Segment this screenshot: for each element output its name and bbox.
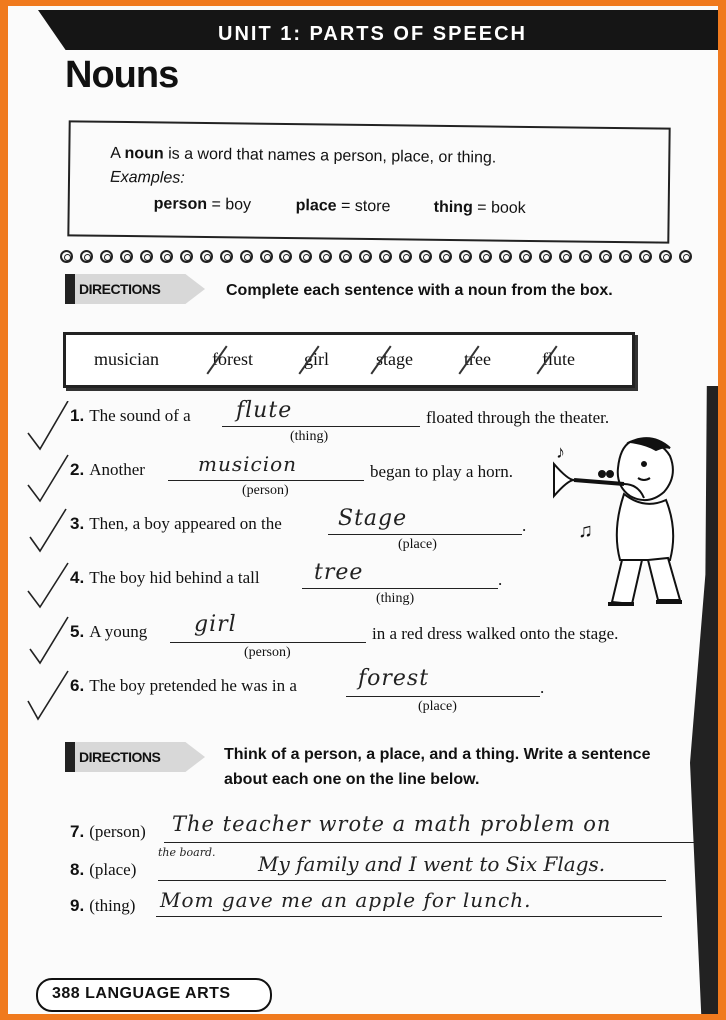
write-line-7[interactable] [164,842,700,843]
hint-4: (thing) [376,591,415,606]
written-overflow-8: the board. [158,846,216,859]
hint-5: (person) [244,645,291,660]
word-stage: stage [376,349,413,370]
sentence-4: 4. The boy hid behind a tall [70,568,260,587]
sentence-5: 5. A young [70,622,148,641]
directions-tag-1: DIRECTIONS [65,274,205,304]
answer-blank-3[interactable] [328,534,522,535]
definition-line [110,145,496,168]
sentence-1-end: floated through the theater. [426,408,610,427]
sentence-1: 1. The sound of a [70,406,191,425]
sentence-2: 2. Another [70,460,145,479]
answer-blank-5[interactable] [170,642,366,643]
example-place: place = store [295,197,391,216]
example-thing: thing = book [433,198,526,217]
definition-text: is a word that names a person, place, or thing. [168,145,497,167]
definition-box [67,120,670,243]
decorative-dot-border [60,250,692,268]
word-tree: tree [464,349,491,370]
written-answer-8: My family and I went to Six Flags. [258,852,606,876]
answer-blank-6[interactable] [346,696,540,697]
word-forest: forest [212,349,253,370]
definition-prefix: A [110,144,121,162]
written-label-7: 7. (person) [70,822,146,841]
sentence-5-end: in a red dress walked onto the stage. [372,624,619,643]
unit-title: UNIT 1: PARTS OF SPEECH [208,18,537,48]
write-line-8[interactable] [158,880,666,881]
examples-label: Examples: [109,168,185,187]
written-label-8: 8. (place) [70,860,137,879]
page-footer [36,978,272,1012]
worksheet-page [8,6,718,1014]
answer-6: forest [358,666,430,691]
example-person: person = boy [153,195,252,214]
answer-5: girl [194,612,237,637]
sentence-6-end: . [540,678,545,697]
word-musician: musician [94,349,159,369]
page-title: Nouns [65,54,179,96]
hint-6: (place) [418,699,457,714]
word-flute: flute [542,349,575,370]
directions-tag-2: DIRECTIONS [65,742,205,772]
hint-1: (thing) [290,429,329,444]
written-answer-7: The teacher wrote a math problem on [172,812,612,836]
written-label-9: 9. (thing) [70,896,136,915]
written-answer-9: Mom gave me an apple for lunch. [160,888,532,912]
definition-term: noun [124,145,164,163]
answer-blank-4[interactable] [302,588,498,589]
musical-note-icon: ♪ [556,442,565,462]
answer-blank-2[interactable] [168,480,364,481]
hint-3: (place) [398,537,437,552]
word-girl: girl [304,349,329,370]
hint-2: (person) [242,483,289,498]
page-edge-shadow [690,386,718,1014]
answer-4: tree [314,560,364,585]
word-bank [63,332,635,388]
sentence-6: 6. The boy pretended he was in a [70,676,297,695]
trumpet-boy-illustration [548,434,688,614]
answer-blank-1[interactable] [222,426,420,427]
sentence-4-end: . [498,570,503,589]
sentence-3-end: . [522,516,527,535]
answer-1: flute [236,398,293,423]
directions-2-text: Think of a person, a place, and a thing. Write a sentence about each one on the line below. [224,746,651,788]
answer-2: musicion [198,452,298,476]
footer-text: 388 LANGUAGE ARTS [52,985,231,1002]
write-line-9[interactable] [156,916,662,917]
musical-note-icon: ♫ [578,520,593,542]
directions-1-text: Complete each sentence with a noun from the box. [226,282,613,299]
sentence-2-end: began to play a horn. [370,462,514,481]
answer-3: Stage [338,506,408,531]
sentence-3: 3. Then, a boy appeared on the [70,514,282,533]
